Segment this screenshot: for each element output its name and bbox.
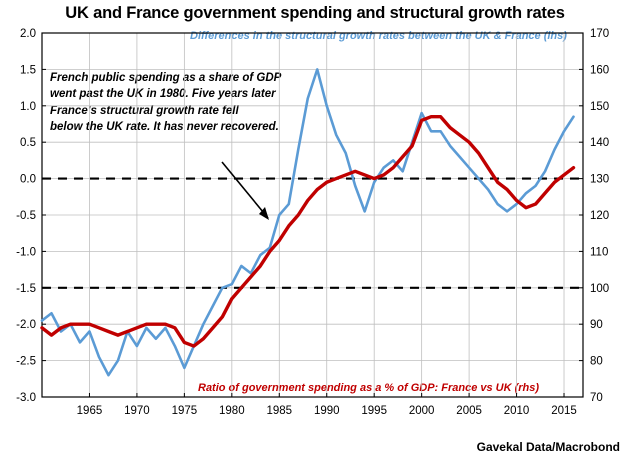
page-title: UK and France government spending and structural growth rates [65, 4, 565, 22]
svg-text:2015: 2015 [551, 405, 577, 417]
svg-text:-2.5: -2.5 [16, 355, 36, 368]
blue-line-series [42, 69, 574, 375]
svg-text:1965: 1965 [76, 405, 103, 417]
svg-text:1970: 1970 [124, 405, 150, 417]
svg-text:2.0: 2.0 [20, 28, 36, 40]
blue-series-label: Differences in the structural growth rates between the UK & France (lhs) [190, 30, 567, 42]
svg-text:-1.5: -1.5 [16, 282, 36, 295]
source-label: Gavekal Data/Macrobond [476, 440, 620, 454]
svg-text:1985: 1985 [266, 405, 293, 417]
svg-text:70: 70 [590, 392, 603, 404]
red-line-series [42, 117, 574, 346]
svg-text:1.5: 1.5 [20, 64, 36, 77]
svg-text:140: 140 [590, 137, 610, 150]
svg-text:-2.0: -2.0 [16, 319, 36, 332]
annotation-line-4: below the UK rate. It has never recovered. [50, 120, 279, 133]
svg-text:-1.0: -1.0 [16, 246, 36, 259]
annotation-line-1: French public spending as a share of GDP [50, 72, 282, 84]
svg-text:2005: 2005 [456, 405, 482, 417]
svg-text:110: 110 [590, 246, 609, 259]
svg-text:1.0: 1.0 [20, 100, 36, 113]
annotation-line-2: went past the UK in 1980. Five years later [50, 88, 276, 101]
svg-text:0.5: 0.5 [20, 137, 36, 150]
red-series-label: Ratio of government spending as a % of GDP: France vs UK (rhs) [198, 382, 540, 394]
annotation-line-3: France's structural growth rate fell [50, 104, 239, 117]
svg-text:0.0: 0.0 [20, 173, 36, 186]
svg-text:-3.0: -3.0 [16, 392, 36, 404]
svg-text:1975: 1975 [171, 405, 198, 417]
svg-text:120: 120 [590, 210, 610, 222]
svg-text:90: 90 [590, 319, 603, 332]
svg-text:1995: 1995 [361, 405, 387, 417]
svg-text:-0.5: -0.5 [16, 210, 36, 222]
svg-text:160: 160 [590, 64, 610, 77]
svg-text:2010: 2010 [503, 405, 530, 417]
svg-text:1990: 1990 [313, 405, 340, 417]
svg-text:100: 100 [590, 282, 610, 295]
svg-text:150: 150 [590, 100, 610, 113]
svg-text:80: 80 [590, 355, 603, 368]
svg-text:170: 170 [590, 28, 610, 40]
svg-text:130: 130 [590, 173, 610, 186]
data-series [42, 69, 574, 375]
annotation-arrow [222, 162, 269, 220]
svg-text:2000: 2000 [408, 405, 435, 417]
svg-text:1980: 1980 [219, 405, 245, 417]
